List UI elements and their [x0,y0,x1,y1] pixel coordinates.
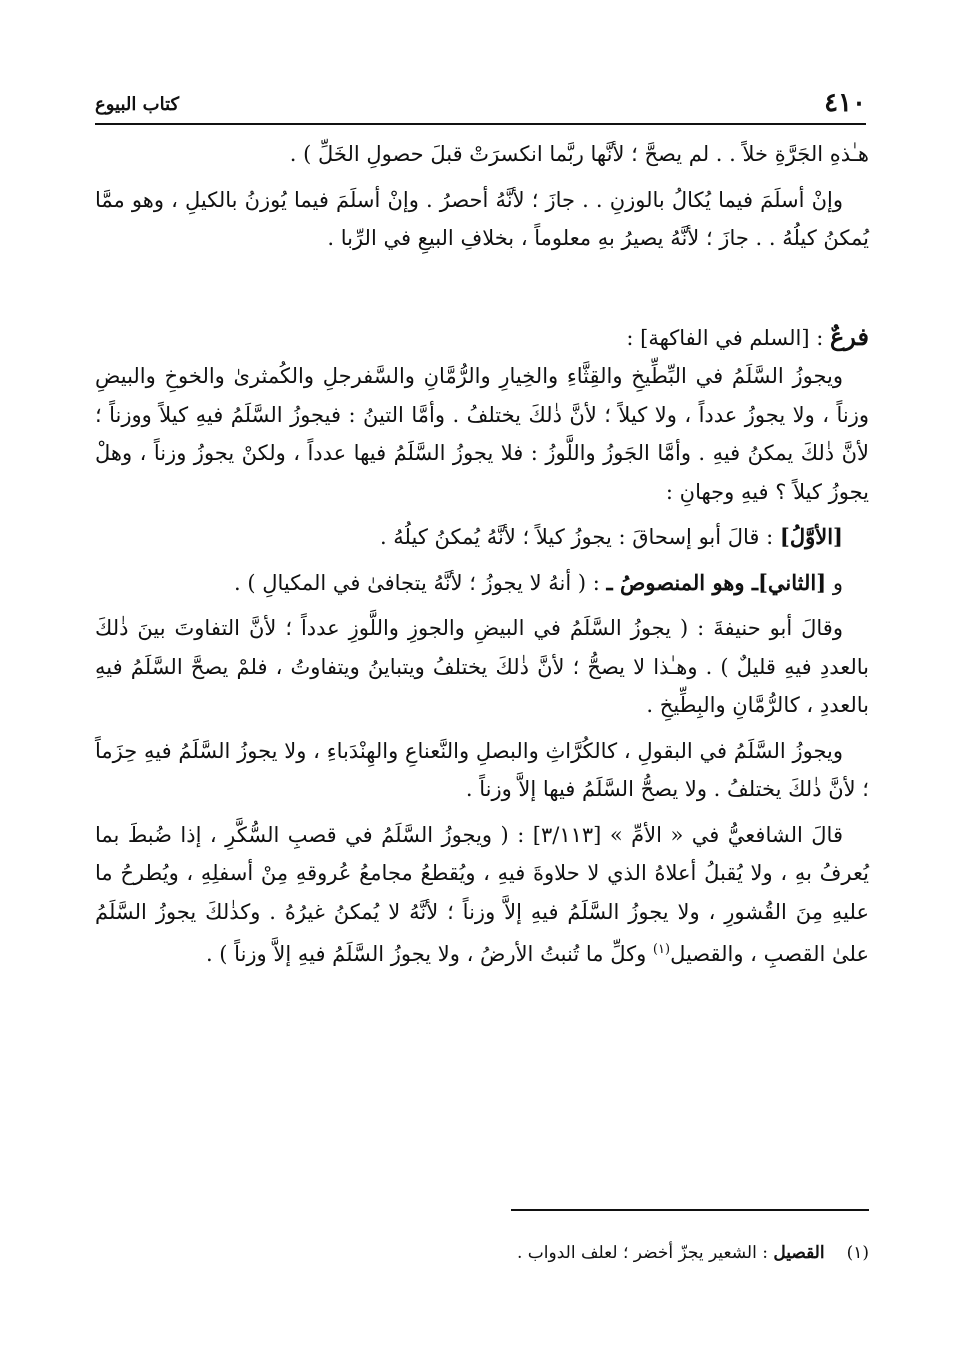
footnote-term: القصيل [773,1243,825,1263]
branch-label: فرعٌ [829,321,869,351]
footnote-reference: (١) [652,942,671,957]
paragraph-9-text-a: قالَ الشافعيُّ في « الأمِّ » [٣/١١٣] : ( ويجوزُ السَّلَمُ في قصبِ السُّكَّرِ ، إذا ضُبطَ بما يُعرفُ بهِ ، ولا يُقبلُ أعلاهُ الذي لا حلاوةَ فيهِ ، ويُقطعُ مجامعُ عُروقهِ مِنْ أسفلِهِ ، ويُطرحُ ما عليهِ مِنَ القُشورِ ، ولا يجوزُ السَّلَمُ فيهِ إلاَّ وزناً ؛ لأنَّهُ لا يُمكنُ غيرُهُ . وكذٰلكَ يجوزُ السَّلَمُ علىٰ القصبِ ، والقصيل [95,822,869,966]
footnote-rule [511,1209,869,1211]
second-opinion-prefix: و [826,570,843,595]
first-opinion-label: [الأوَّلُ] [779,524,843,549]
footnote [95,1243,869,1263]
header-rule [95,123,866,125]
page-body [95,135,869,974]
paragraph-9 [95,816,869,974]
paragraph-2: وإنْ أسلَمَ فيما يُكالُ بالوزنِ . . جازَ ؛ لأنَّهُ أحصرُ . وإنْ أسلَمَ فيما يُوزنُ بالكيلِ ، وهو ممَّا يُمكنُ كيلُهُ . . جازَ ؛ لأنَّهُ يصيرُ بهِ معلوماً ، بخلافِ البيعِ في الرِّبا . [95,187,869,250]
second-opinion [95,564,869,603]
paragraph-4: ويجوزُ السَّلَمُ في البِّطِّيخِ والقِثَّاءِ والخِيارِ والرُّمَّانِ والسَّفرجلِ والكُمثرىٰ والخوخِ والبيضِ وزناً ، ولا يجوزُ عدداً ، ولا كيلاً ؛ لأنَّ ذٰلكَ يختلفُ . وأمَّا التينُ : فيجوزُ السَّلَمُ فيهِ كيلاً ووزناً ؛ لأنَّ ذٰلكَ يمكنُ فيهِ . وأمَّا الجَوزُ واللَّوزُ : فلا يجوزُ السَّلَمُ فيها عدداً ، ولكنْ يجوزُ وزناً ، وهلْ يجوزُ كيلاً ؟ فيهِ وجهانِ : [95,364,869,504]
footnote-text: : الشعير يجزّ أخضر ؛ لعلف الدواب . [516,1243,774,1263]
section-gap [95,258,869,318]
second-opinion-text: : ( أنهُ لا يجوزُ ؛ لأنَّهُ يتجافىٰ في المكيالِ ) . [234,570,607,595]
running-title: كتاب البيوع [95,94,180,115]
paragraph-8: ويجوزُ السَّلَمُ في البقولِ ، كالكُرَّاثِ والبصلِ والنَّعناعِ والهِنْدَباءِ ، ولا يجوزُ السَّلَمُ فيهِ حِزَماً ؛ لأنَّ ذٰلكَ يختلفُ . ولا يصحُّ السَّلَمُ فيها إلاَّ وزناً . [95,738,869,801]
paragraph-7: وقالَ أبو حنيفةَ : ( يجوزُ السَّلَمُ في البيضِ والجوزِ واللَّوزِ عدداً ؛ لأنَّ التفاوتَ بينَ ذٰلكَ بالعددِ فيهِ قليلٌ ) . وهـٰذا لا يصحُّ ؛ لأنَّ ذٰلكَ يختلفُ ويتباينُ ويتفاوتُ ، فلمْ يصحَّ السَّلَمُ فيهِ بالعددِ ، كالرُّمَّانِ والبِطِّيخِ . [95,616,869,717]
paragraph-1: هـٰذهِ الجَرَّةِ خلاً . . لم يصحَّ ؛ لأنَّها ربَّما انكسرَتْ قبلَ حصولِ الخَلِّ ) . [289,142,869,166]
branch-title: : [السلم في الفاكهة] : [626,325,830,350]
page-number: ٤١٠ [824,88,866,118]
first-opinion-text: : قالَ أبو إسحاقَ : يجوزُ كيلاً ؛ لأنَّهُ يُمكنُ كيلُهُ . [379,525,780,549]
first-opinion [95,518,869,557]
branch-heading [95,318,869,358]
second-opinion-label: [الثاني]ـ وهو المنصوصُ ـ [606,569,827,595]
paragraph-9-text-b: وكلِّ ما تُنبتُ الأرضُ ، ولا يجوزُ السَّلَمُ فيهِ إلاَّ وزناً ) . [205,942,653,966]
footnote-number: (١) [846,1243,869,1263]
page-header [95,80,866,120]
